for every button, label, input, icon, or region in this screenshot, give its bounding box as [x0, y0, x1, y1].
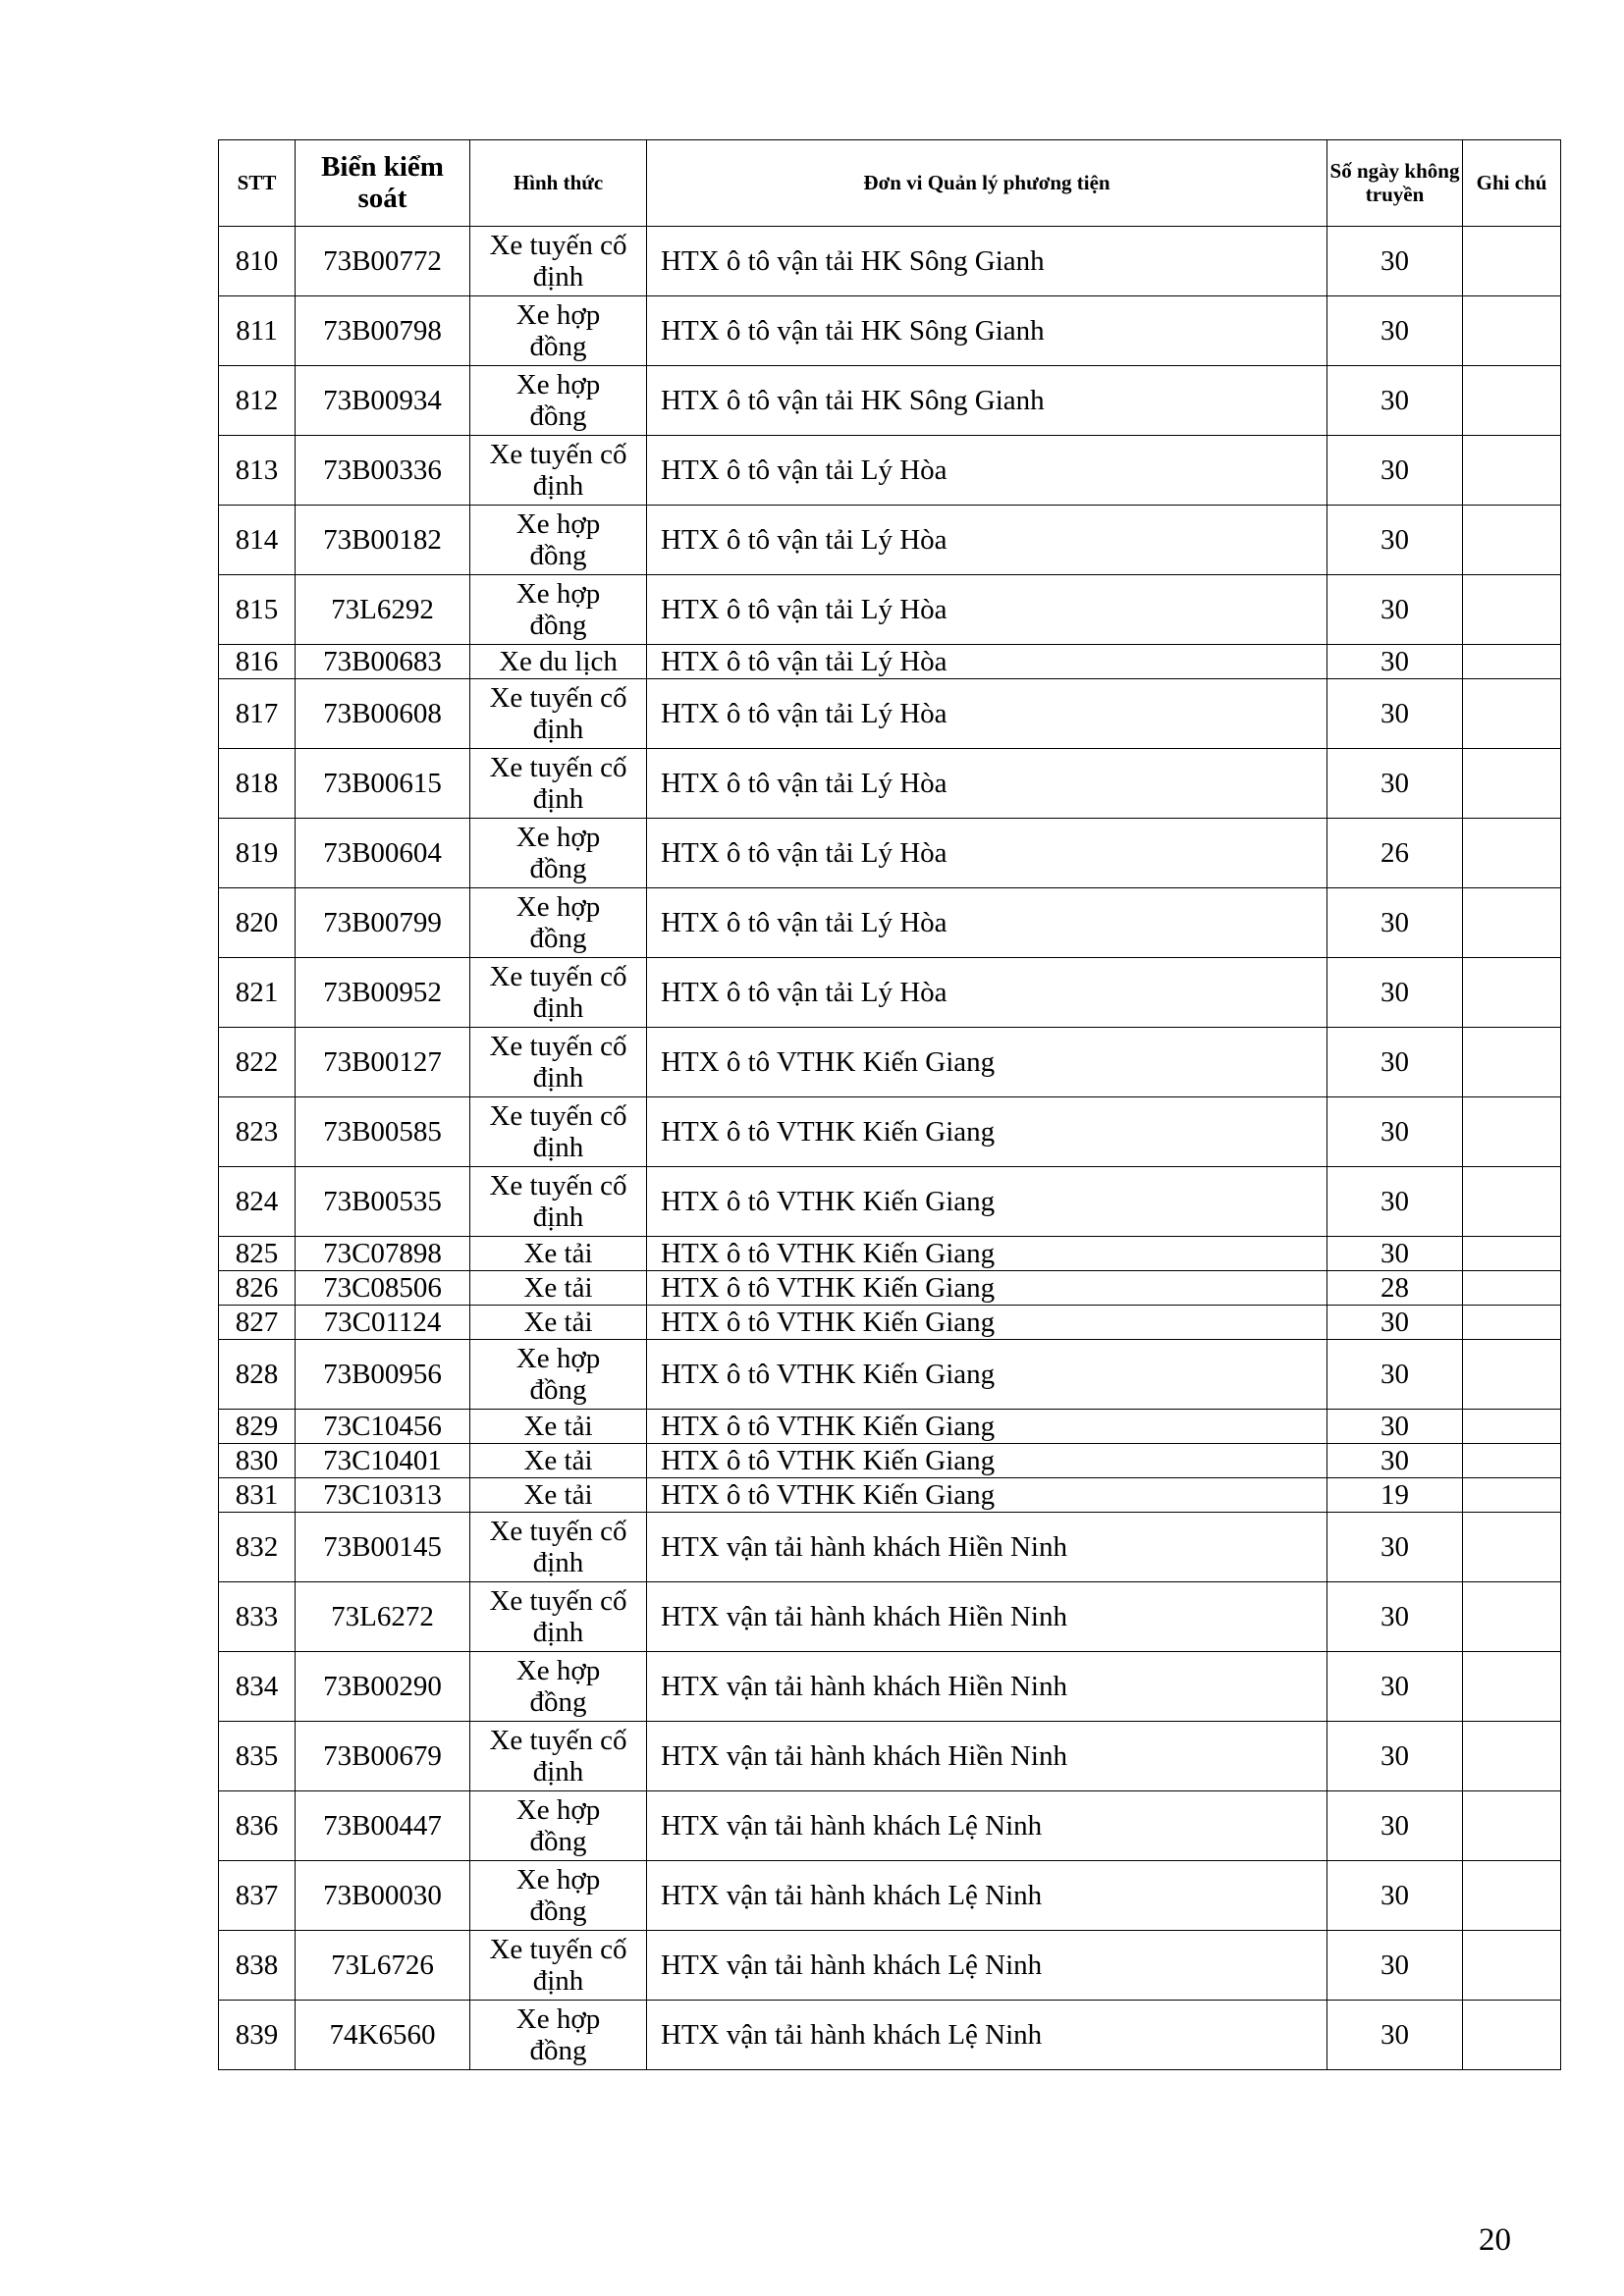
- table-row: [219, 1931, 1561, 2001]
- cell-type: [470, 1861, 647, 1931]
- cell-note: [1463, 1028, 1561, 1097]
- cell-stt: 822: [219, 1028, 296, 1097]
- cell-plate: 73B00608: [296, 679, 470, 749]
- page-number: 20: [1479, 2222, 1511, 2258]
- table-row: [219, 1444, 1561, 1478]
- header-stt: STT: [219, 140, 296, 227]
- cell-plate: 73B00127: [296, 1028, 470, 1097]
- cell-unit: HTX ô tô VTHK Kiến Giang: [647, 1167, 1327, 1237]
- cell-type-text: Xe hợp đồng: [515, 507, 601, 571]
- cell-type: [470, 436, 647, 506]
- cell-plate: 73B00956: [296, 1340, 470, 1410]
- cell-type-text: Xe tải: [523, 1444, 593, 1476]
- table-row: [219, 1167, 1561, 1237]
- cell-type: [470, 1097, 647, 1167]
- cell-stt: 831: [219, 1478, 296, 1513]
- cell-days: 30: [1327, 1444, 1463, 1478]
- cell-unit: HTX ô tô VTHK Kiến Giang: [647, 1444, 1327, 1478]
- cell-days: 26: [1327, 819, 1463, 888]
- cell-unit: HTX vận tải hành khách Lệ Ninh: [647, 2001, 1327, 2070]
- cell-days: 30: [1327, 679, 1463, 749]
- cell-type-text: Xe tuyến cố định: [489, 1169, 627, 1233]
- cell-note: [1463, 888, 1561, 958]
- table-row: [219, 1582, 1561, 1652]
- cell-days: 30: [1327, 749, 1463, 819]
- cell-note: [1463, 1444, 1561, 1478]
- cell-type-text: Xe tải: [523, 1271, 593, 1304]
- cell-type: [470, 1167, 647, 1237]
- cell-type-text: Xe tuyến cố định: [489, 1099, 627, 1163]
- table-row: [219, 749, 1561, 819]
- cell-plate: 73C01124: [296, 1306, 470, 1340]
- cell-stt: 815: [219, 575, 296, 645]
- cell-unit: HTX ô tô vận tải Lý Hòa: [647, 679, 1327, 749]
- cell-type-text: Xe tuyến cố định: [489, 1030, 627, 1094]
- cell-plate: 73B00030: [296, 1861, 470, 1931]
- cell-unit: HTX ô tô vận tải Lý Hòa: [647, 436, 1327, 506]
- cell-plate: 73B00535: [296, 1167, 470, 1237]
- table-row: [219, 1791, 1561, 1861]
- cell-plate: 73B00934: [296, 366, 470, 436]
- cell-type: [470, 1513, 647, 1582]
- cell-unit: HTX ô tô VTHK Kiến Giang: [647, 1410, 1327, 1444]
- cell-days: 30: [1327, 888, 1463, 958]
- cell-days: 30: [1327, 1167, 1463, 1237]
- cell-days: 30: [1327, 1028, 1463, 1097]
- table-row: [219, 1410, 1561, 1444]
- cell-type-text: Xe hợp đồng: [515, 821, 601, 884]
- cell-type: [470, 575, 647, 645]
- cell-days: 19: [1327, 1478, 1463, 1513]
- table-row: [219, 1306, 1561, 1340]
- cell-unit: HTX ô tô vận tải HK Sông Gianh: [647, 227, 1327, 296]
- cell-stt: 827: [219, 1306, 296, 1340]
- cell-plate: 73C07898: [296, 1237, 470, 1271]
- cell-type: [470, 2001, 647, 2070]
- cell-note: [1463, 1167, 1561, 1237]
- cell-type: [470, 1791, 647, 1861]
- cell-type-text: Xe du lịch: [499, 645, 618, 677]
- cell-type-text: Xe tải: [523, 1237, 593, 1269]
- table-row: [219, 296, 1561, 366]
- cell-unit: HTX ô tô VTHK Kiến Giang: [647, 1306, 1327, 1340]
- cell-days: 30: [1327, 958, 1463, 1028]
- table-row: [219, 1097, 1561, 1167]
- header-plate: Biển kiểm soát: [296, 140, 470, 227]
- cell-type-text: Xe tuyến cố định: [489, 681, 627, 745]
- cell-type: [470, 506, 647, 575]
- cell-stt: 811: [219, 296, 296, 366]
- cell-stt: 820: [219, 888, 296, 958]
- cell-unit: HTX ô tô vận tải Lý Hòa: [647, 958, 1327, 1028]
- cell-type: [470, 888, 647, 958]
- cell-type-text: Xe tuyến cố định: [489, 960, 627, 1024]
- cell-unit: HTX ô tô VTHK Kiến Giang: [647, 1340, 1327, 1410]
- cell-plate: 73L6292: [296, 575, 470, 645]
- cell-note: [1463, 227, 1561, 296]
- cell-note: [1463, 1791, 1561, 1861]
- cell-stt: 814: [219, 506, 296, 575]
- cell-type: [470, 1410, 647, 1444]
- table-row: [219, 958, 1561, 1028]
- cell-type-text: Xe tải: [523, 1478, 593, 1511]
- cell-stt: 828: [219, 1340, 296, 1410]
- header-type: Hình thức: [470, 140, 647, 227]
- cell-type: [470, 1931, 647, 2001]
- cell-plate: 73B00772: [296, 227, 470, 296]
- cell-unit: HTX vận tải hành khách Lệ Ninh: [647, 1861, 1327, 1931]
- cell-type: [470, 1028, 647, 1097]
- cell-type: [470, 366, 647, 436]
- cell-unit: HTX ô tô VTHK Kiến Giang: [647, 1028, 1327, 1097]
- cell-note: [1463, 819, 1561, 888]
- cell-note: [1463, 1513, 1561, 1582]
- cell-unit: HTX ô tô vận tải HK Sông Gianh: [647, 366, 1327, 436]
- cell-note: [1463, 749, 1561, 819]
- cell-type: [470, 1306, 647, 1340]
- cell-note: [1463, 296, 1561, 366]
- cell-note: [1463, 1340, 1561, 1410]
- header-days: Số ngày không truyền: [1327, 140, 1463, 227]
- cell-stt: 834: [219, 1652, 296, 1722]
- cell-note: [1463, 506, 1561, 575]
- cell-days: 30: [1327, 1410, 1463, 1444]
- cell-type: [470, 679, 647, 749]
- cell-days: 30: [1327, 366, 1463, 436]
- cell-stt: 836: [219, 1791, 296, 1861]
- cell-days: 30: [1327, 227, 1463, 296]
- cell-unit: HTX vận tải hành khách Lệ Ninh: [647, 1791, 1327, 1861]
- cell-unit: HTX ô tô vận tải Lý Hòa: [647, 645, 1327, 679]
- cell-stt: 817: [219, 679, 296, 749]
- table-row: [219, 1722, 1561, 1791]
- table-row: [219, 1271, 1561, 1306]
- table-row: [219, 1861, 1561, 1931]
- table-row: [219, 506, 1561, 575]
- cell-unit: HTX vận tải hành khách Hiền Ninh: [647, 1652, 1327, 1722]
- cell-stt: 835: [219, 1722, 296, 1791]
- cell-note: [1463, 1097, 1561, 1167]
- header-unit: Đơn vi Quản lý phương tiện: [647, 140, 1327, 227]
- cell-days: 30: [1327, 1097, 1463, 1167]
- cell-plate: 73B00679: [296, 1722, 470, 1791]
- cell-type-text: Xe tuyến cố định: [489, 751, 627, 815]
- cell-days: 30: [1327, 296, 1463, 366]
- cell-stt: 825: [219, 1237, 296, 1271]
- cell-stt: 816: [219, 645, 296, 679]
- cell-type: [470, 645, 647, 679]
- cell-type-text: Xe hợp đồng: [515, 1793, 601, 1857]
- cell-plate: 73C08506: [296, 1271, 470, 1306]
- cell-unit: HTX ô tô vận tải HK Sông Gianh: [647, 296, 1327, 366]
- cell-plate: 73B00290: [296, 1652, 470, 1722]
- cell-plate: 73B00799: [296, 888, 470, 958]
- cell-plate: 73B00182: [296, 506, 470, 575]
- table-row: [219, 1237, 1561, 1271]
- cell-stt: 813: [219, 436, 296, 506]
- cell-days: 30: [1327, 1306, 1463, 1340]
- cell-days: 30: [1327, 1652, 1463, 1722]
- cell-days: 30: [1327, 645, 1463, 679]
- cell-type-text: Xe tuyến cố định: [489, 1515, 627, 1578]
- cell-type-text: Xe tuyến cố định: [489, 229, 627, 293]
- cell-note: [1463, 1306, 1561, 1340]
- cell-type-text: Xe tuyến cố định: [489, 1584, 627, 1648]
- cell-unit: HTX vận tải hành khách Hiền Ninh: [647, 1582, 1327, 1652]
- cell-type: [470, 1478, 647, 1513]
- cell-days: 30: [1327, 1722, 1463, 1791]
- table-row: [219, 1340, 1561, 1410]
- table-row: [219, 436, 1561, 506]
- cell-type-text: Xe hợp đồng: [515, 368, 601, 432]
- cell-note: [1463, 436, 1561, 506]
- cell-plate: 73B00683: [296, 645, 470, 679]
- cell-stt: 826: [219, 1271, 296, 1306]
- cell-type: [470, 1340, 647, 1410]
- vehicle-table: [218, 139, 1561, 2070]
- cell-note: [1463, 1478, 1561, 1513]
- cell-unit: HTX ô tô VTHK Kiến Giang: [647, 1237, 1327, 1271]
- cell-stt: 830: [219, 1444, 296, 1478]
- cell-note: [1463, 575, 1561, 645]
- cell-unit: HTX ô tô vận tải Lý Hòa: [647, 888, 1327, 958]
- cell-type-text: Xe hợp đồng: [515, 2002, 601, 2066]
- cell-type: [470, 958, 647, 1028]
- cell-unit: HTX ô tô vận tải Lý Hòa: [647, 506, 1327, 575]
- cell-stt: 818: [219, 749, 296, 819]
- cell-plate: 73B00336: [296, 436, 470, 506]
- cell-days: 30: [1327, 1582, 1463, 1652]
- cell-note: [1463, 645, 1561, 679]
- cell-days: 30: [1327, 436, 1463, 506]
- cell-stt: 838: [219, 1931, 296, 2001]
- cell-days: 30: [1327, 1513, 1463, 1582]
- table-row: [219, 575, 1561, 645]
- table-row: [219, 1513, 1561, 1582]
- cell-days: 30: [1327, 1791, 1463, 1861]
- cell-type: [470, 1722, 647, 1791]
- table-row: [219, 645, 1561, 679]
- cell-type: [470, 1237, 647, 1271]
- cell-type-text: Xe tuyến cố định: [489, 1933, 627, 1997]
- cell-stt: 821: [219, 958, 296, 1028]
- cell-stt: 824: [219, 1167, 296, 1237]
- cell-plate: 73B00798: [296, 296, 470, 366]
- cell-stt: 819: [219, 819, 296, 888]
- cell-type: [470, 749, 647, 819]
- table-row: [219, 1478, 1561, 1513]
- cell-type: [470, 227, 647, 296]
- cell-plate: 73C10313: [296, 1478, 470, 1513]
- cell-type: [470, 296, 647, 366]
- cell-plate: 73B00952: [296, 958, 470, 1028]
- cell-days: 30: [1327, 1931, 1463, 2001]
- cell-unit: HTX ô tô VTHK Kiến Giang: [647, 1478, 1327, 1513]
- cell-type-text: Xe hợp đồng: [515, 1654, 601, 1718]
- cell-note: [1463, 679, 1561, 749]
- table-body: [219, 227, 1561, 2070]
- cell-stt: 839: [219, 2001, 296, 2070]
- cell-plate: 73B00604: [296, 819, 470, 888]
- cell-type-text: Xe hợp đồng: [515, 1863, 601, 1927]
- cell-type: [470, 1652, 647, 1722]
- cell-type: [470, 819, 647, 888]
- cell-stt: 829: [219, 1410, 296, 1444]
- table-row: [219, 227, 1561, 296]
- table-row: [219, 679, 1561, 749]
- cell-type-text: Xe hợp đồng: [515, 1342, 601, 1406]
- cell-stt: 810: [219, 227, 296, 296]
- cell-note: [1463, 1722, 1561, 1791]
- cell-days: 30: [1327, 1340, 1463, 1410]
- cell-stt: 832: [219, 1513, 296, 1582]
- table-row: [219, 1652, 1561, 1722]
- cell-plate: 74K6560: [296, 2001, 470, 2070]
- cell-note: [1463, 1652, 1561, 1722]
- cell-note: [1463, 1861, 1561, 1931]
- cell-type-text: Xe hợp đồng: [515, 298, 601, 362]
- cell-unit: HTX ô tô vận tải Lý Hòa: [647, 575, 1327, 645]
- cell-note: [1463, 1237, 1561, 1271]
- cell-type-text: Xe hợp đồng: [515, 577, 601, 641]
- cell-note: [1463, 1410, 1561, 1444]
- cell-type: [470, 1582, 647, 1652]
- cell-type-text: Xe tải: [523, 1410, 593, 1442]
- cell-plate: 73C10456: [296, 1410, 470, 1444]
- cell-note: [1463, 2001, 1561, 2070]
- cell-days: 30: [1327, 575, 1463, 645]
- cell-unit: HTX ô tô VTHK Kiến Giang: [647, 1097, 1327, 1167]
- table-row: [219, 366, 1561, 436]
- cell-plate: 73B00447: [296, 1791, 470, 1861]
- cell-type: [470, 1271, 647, 1306]
- cell-plate: 73B00585: [296, 1097, 470, 1167]
- cell-note: [1463, 1271, 1561, 1306]
- table-row: [219, 1028, 1561, 1097]
- cell-type-text: Xe tuyến cố định: [489, 438, 627, 502]
- header-note: Ghi chú: [1463, 140, 1561, 227]
- cell-days: 30: [1327, 2001, 1463, 2070]
- cell-plate: 73C10401: [296, 1444, 470, 1478]
- cell-plate: 73B00615: [296, 749, 470, 819]
- cell-unit: HTX vận tải hành khách Hiền Ninh: [647, 1513, 1327, 1582]
- cell-unit: HTX vận tải hành khách Lệ Ninh: [647, 1931, 1327, 2001]
- table-row: [219, 2001, 1561, 2070]
- cell-plate: 73L6272: [296, 1582, 470, 1652]
- cell-days: 30: [1327, 1861, 1463, 1931]
- cell-type-text: Xe tải: [523, 1306, 593, 1338]
- cell-type-text: Xe hợp đồng: [515, 890, 601, 954]
- cell-unit: HTX ô tô vận tải Lý Hòa: [647, 749, 1327, 819]
- cell-stt: 812: [219, 366, 296, 436]
- cell-unit: HTX ô tô VTHK Kiến Giang: [647, 1271, 1327, 1306]
- cell-note: [1463, 1582, 1561, 1652]
- cell-days: 30: [1327, 1237, 1463, 1271]
- table-header-row: [219, 140, 1561, 227]
- cell-stt: 833: [219, 1582, 296, 1652]
- cell-days: 30: [1327, 506, 1463, 575]
- cell-plate: 73L6726: [296, 1931, 470, 2001]
- table-row: [219, 888, 1561, 958]
- cell-stt: 823: [219, 1097, 296, 1167]
- cell-type: [470, 1444, 647, 1478]
- cell-days: 28: [1327, 1271, 1463, 1306]
- cell-note: [1463, 1931, 1561, 2001]
- table-row: [219, 819, 1561, 888]
- cell-plate: 73B00145: [296, 1513, 470, 1582]
- cell-unit: HTX vận tải hành khách Hiền Ninh: [647, 1722, 1327, 1791]
- cell-note: [1463, 366, 1561, 436]
- cell-note: [1463, 958, 1561, 1028]
- cell-unit: HTX ô tô vận tải Lý Hòa: [647, 819, 1327, 888]
- cell-stt: 837: [219, 1861, 296, 1931]
- cell-type-text: Xe tuyến cố định: [489, 1724, 627, 1788]
